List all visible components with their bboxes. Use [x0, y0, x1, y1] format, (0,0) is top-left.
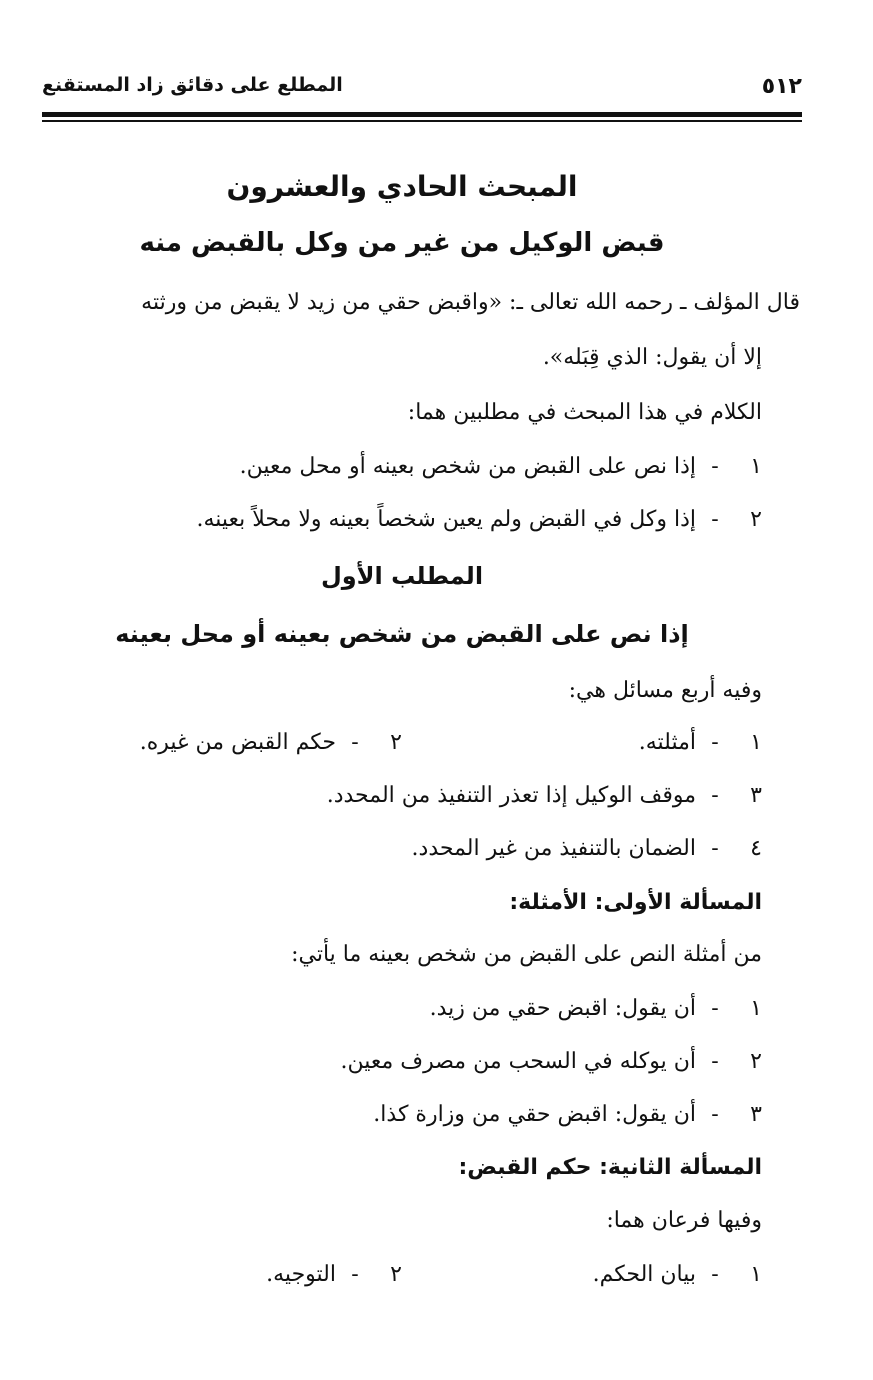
matlab1-title: المطلب الأول	[320, 562, 484, 590]
page-number: ٥١٢	[761, 74, 802, 99]
item-number: ١	[750, 996, 762, 1021]
matlab1-item-1	[639, 730, 762, 755]
quote-line-1: قال المؤلف ـ رحمه الله تعالى ـ: «واقبض حقي من زيد لا يقبض من ورثته	[141, 290, 800, 315]
item-text: أن يقول: اقبض حقي من وزارة كذا.	[373, 1102, 696, 1127]
item-text: إذا نص على القبض من شخص بعينه أو محل معين.	[239, 454, 696, 479]
header-rule-thin	[42, 120, 802, 122]
masala1-item-2	[341, 1049, 762, 1074]
item-text: حكم القبض من غيره.	[139, 730, 336, 755]
intro-item-1	[240, 454, 762, 479]
masala2-item-1	[593, 1262, 762, 1287]
item-dash: -	[711, 507, 719, 532]
item-text: بيان الحكم.	[592, 1262, 696, 1287]
intro-item-2	[196, 507, 762, 532]
item-dash: -	[351, 1262, 359, 1287]
masala1-item-3	[373, 1102, 762, 1127]
item-dash: -	[711, 1102, 719, 1127]
item-number: ٢	[750, 507, 762, 532]
item-dash: -	[711, 1049, 719, 1074]
item-text: إذا وكل في القبض ولم يعين شخصاً بعينه ولا محلاً بعينه.	[196, 507, 696, 532]
item-dash: -	[711, 1262, 719, 1287]
section-title: المبحث الحادي والعشرون	[226, 170, 578, 203]
item-number: ١	[750, 1262, 762, 1287]
masala1-title: المسألة الأولى: الأمثلة:	[509, 890, 762, 915]
matlab1-item-4	[412, 836, 762, 861]
item-dash: -	[711, 730, 719, 755]
masala2-intro: وفيها فرعان هما:	[606, 1208, 762, 1233]
item-dash: -	[711, 996, 719, 1021]
item-text: أن يوكله في السحب من مصرف معين.	[340, 1049, 696, 1074]
item-text: الضمان بالتنفيذ من غير المحدد.	[411, 836, 696, 861]
page-header	[42, 70, 802, 110]
item-number: ٢	[750, 1049, 762, 1074]
section-subject: قبض الوكيل من غير من وكل بالقبض منه	[139, 228, 665, 258]
item-number: ٣	[750, 1102, 762, 1127]
matlab1-subject: إذا نص على القبض من شخص بعينه أو محل بعينه	[115, 620, 689, 648]
item-text: أمثلته.	[638, 730, 696, 755]
quote-line-2: إلا أن يقول: الذي قِبَله».	[542, 345, 762, 370]
item-dash: -	[711, 783, 719, 808]
item-text: موقف الوكيل إذا تعذر التنفيذ من المحدد.	[326, 783, 696, 808]
item-number: ٢	[390, 730, 402, 755]
matlab1-item-3	[327, 783, 762, 808]
masala1-item-1	[430, 996, 762, 1021]
item-dash: -	[351, 730, 359, 755]
header-rule-thick	[42, 112, 802, 117]
intro-text: الكلام في هذا المبحث في مطلبين هما:	[407, 400, 762, 425]
matlab1-item-2	[140, 730, 402, 755]
matlab1-intro: وفيه أربع مسائل هي:	[568, 678, 762, 703]
running-title: المطلع على دقائق زاد المستقنع	[42, 74, 343, 96]
item-number: ٤	[750, 836, 762, 861]
item-dash: -	[711, 836, 719, 861]
masala1-intro: من أمثلة النص على القبض من شخص بعينه ما يأتي:	[291, 942, 762, 967]
masala2-item-2	[266, 1262, 402, 1287]
masala2-title: المسألة الثانية: حكم القبض:	[458, 1155, 762, 1180]
item-dash: -	[711, 454, 719, 479]
item-text: التوجيه.	[266, 1262, 336, 1287]
item-text: أن يقول: اقبض حقي من زيد.	[429, 996, 696, 1021]
item-number: ١	[750, 454, 762, 479]
item-number: ٢	[390, 1262, 402, 1287]
item-number: ١	[750, 730, 762, 755]
item-number: ٣	[750, 783, 762, 808]
